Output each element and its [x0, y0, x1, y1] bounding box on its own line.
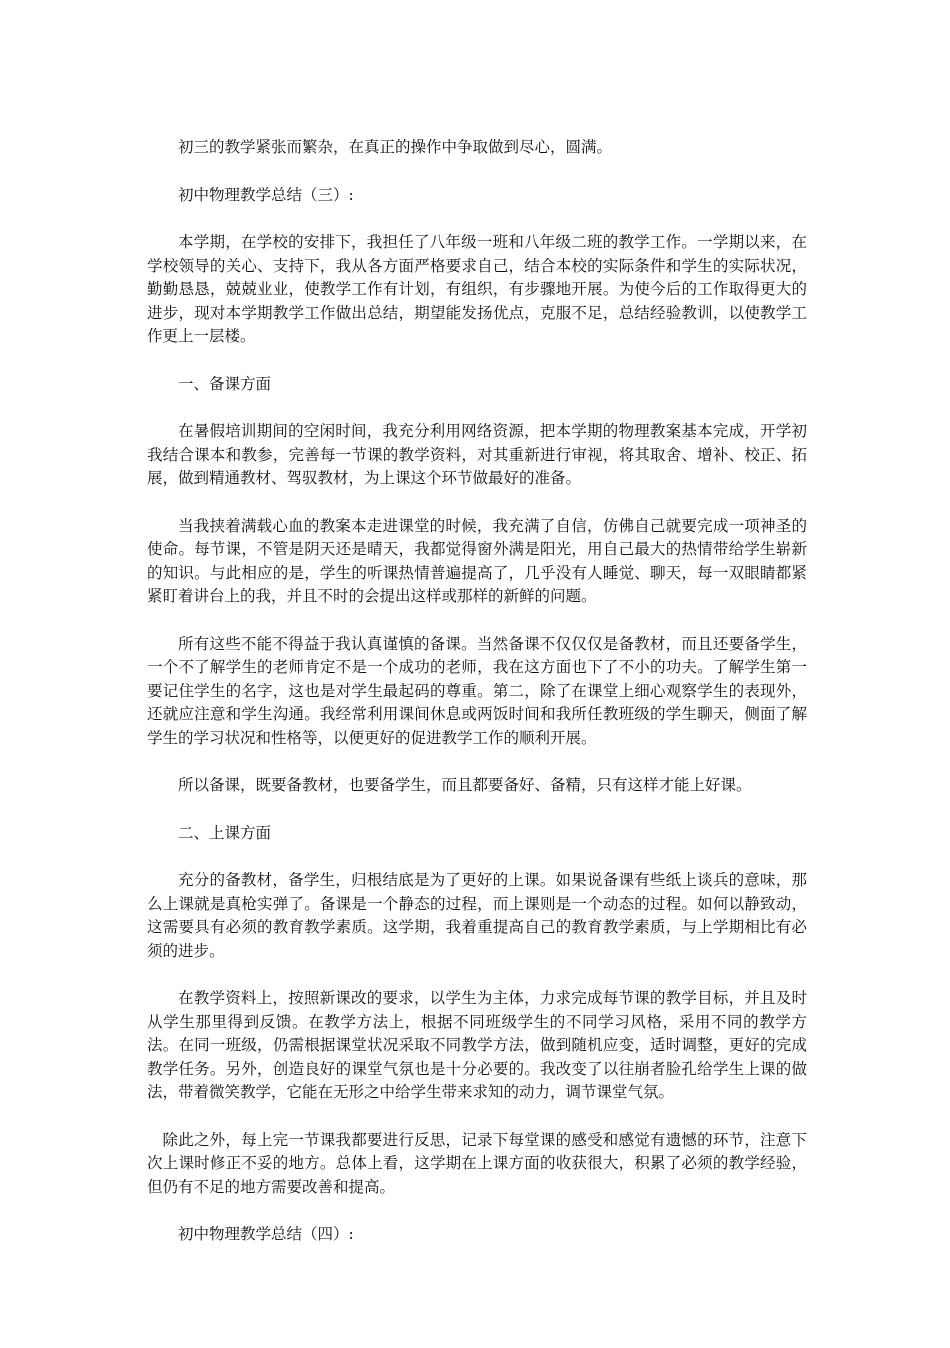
paragraph-reflection: 除此之外，每上完一节课我都要进行反思，记录下每堂课的感受和感觉有遗憾的环节，注意下次上课时修正不妥的地方。总体上看，这学期在上课方面的收获很大，积累了必须的教学经验，但仍有不足的地方需要改善和提高。: [147, 1130, 807, 1196]
section-title-summary-four: 初中物理教学总结（四）:: [178, 1225, 354, 1243]
paragraph-introduction: 本学期，在学校的安排下，我担任了八年级一班和八年级二班的教学工作。一学期以来，在学校领导的关心、支持下，我从各方面严格要求自己，结合本校的实际条件和学生的实际状况，勤勤恳恳，兢兢业业，使教学工作有计划，有组织，有步骤地开展。为使今后的工作取得更大的进步，现对本学期教学工作做出总结，期望能发扬优点，克服不足，总结经验教训，以使教学工作更上一层楼。: [147, 233, 807, 345]
paragraph-better-lessons: 充分的备教材，备学生，归根结底是为了更好的上课。如果说备课有些纸上谈兵的意味，那么上课就是真枪实弹了。备课是一个静态的过程，而上课则是一个动态的过程。如何以静致动，这需要具有必须的教育教学素质。这学期，我着重提高自己的教育教学素质，与上学期相比有必须的进步。: [147, 871, 807, 960]
heading-lesson-preparation: 一、备课方面: [178, 374, 272, 393]
paragraph-classroom-confidence: 当我挟着满载心血的教案本走进课堂的时候，我充满了自信，仿佛自己就要完成一项神圣的使命。每节课，不管是阴天还是晴天，我都觉得窗外满是阳光，用自己最大的热情带给学生崭新的知识。与此相应的是，学生的听课热情普遍提高了，几乎没有人睡觉、聊天，每一双眼睛都紧紧盯着讲台上的我，并且不时的会提出这样或那样的新鲜的问题。: [147, 516, 807, 605]
section-title-summary-three: 初中物理教学总结（三）:: [178, 185, 354, 204]
paragraph-know-students: 所有这些不能不得益于我认真谨慎的备课。当然备课不仅仅仅是备教材，而且还要备学生，一个不了解学生的老师肯定不是一个成功的老师，我在这方面也下了不小的功夫。了解学生第一要记住学生的名字，这也是对学生最起码的尊重。第二，除了在课堂上细心观察学生的表现外，还就应注意和学生沟通。我经常利用课间休息或两饭时间和我所任教班级的学生聊天，侧面了解学生的学习状况和性格等，以便更好的促进教学工作的顺利开展。: [147, 634, 807, 747]
paragraph-summer-preparation: 在暑假培训期间的空闲时间，我充分利用网络资源，把本学期的物理教案基本完成，开学初我结合课本和教参，完善每一节课的教学资料，对其重新进行审视，将其取舍、增补、校正、拓展，做到精通教材、驾驭教材，为上课这个环节做最好的准备。: [147, 422, 807, 487]
paragraph-teaching-methods: 在教学资料上，按照新课改的要求，以学生为主体，力求完成每节课的教学目标，并且及时从学生那里得到反馈。在教学方法上，根据不同班级学生的不同学习风格，采用不同的教学方法。在同一班级，仍需根据课堂状况采取不同教学方法，做到随机应变，适时调整，更好的完成教学任务。另外，创造良好的课堂气氛也是十分必要的。我改变了以往崩者脸孔给学生上课的做法，带着微笑教学，它能在无形之中给学生带来求知的动力，调节课堂气氛。: [147, 989, 807, 1101]
document-page: [147, 136, 807, 1247]
paragraph-closing-remark: 初三的教学紧张而繁杂，在真正的操作中争取做到尽心，圆满。: [178, 138, 613, 156]
paragraph-preparation-conclusion: 所以备课，既要备教材，也要备学生，而且都要备好、备精，只有这样才能上好课。: [178, 776, 752, 794]
heading-teaching-in-class: 二、上课方面: [178, 823, 272, 842]
